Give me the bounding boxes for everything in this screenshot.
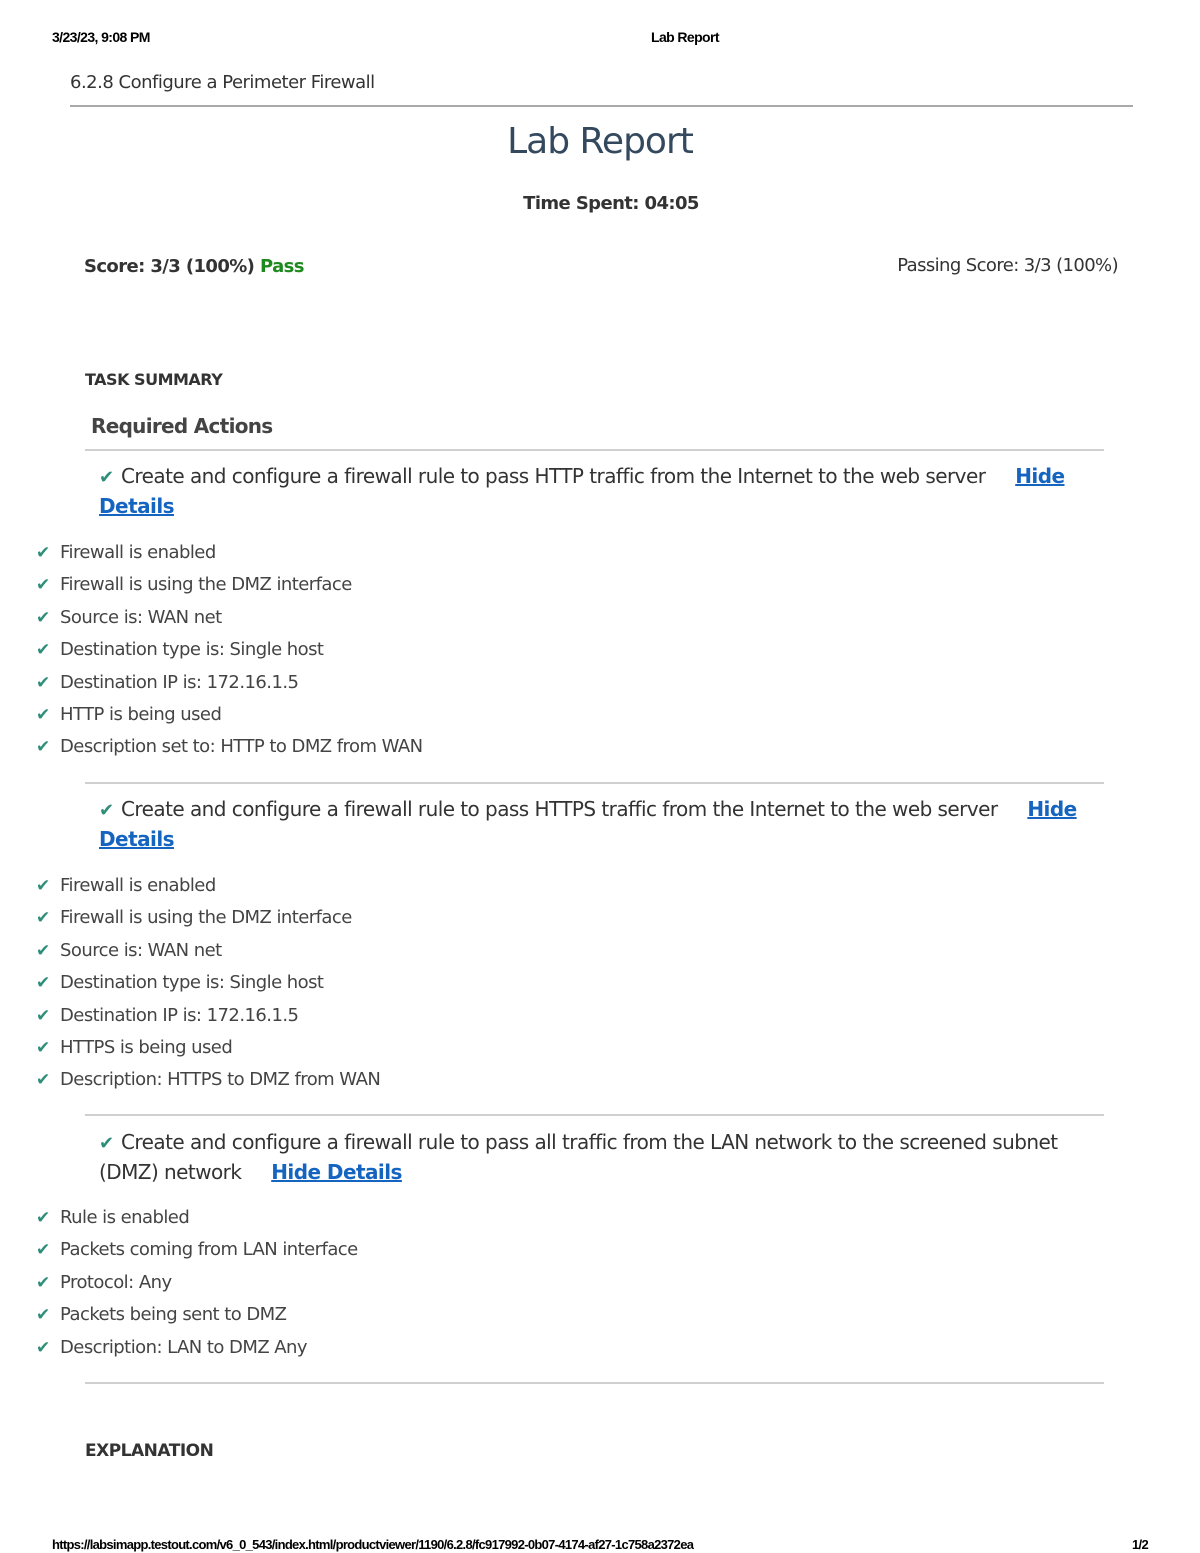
check-icon: ✔ xyxy=(36,737,50,758)
check-icon: ✔ xyxy=(36,1005,50,1026)
check-icon: ✔ xyxy=(36,1070,50,1091)
task-header xyxy=(99,795,1101,853)
detail-item: ✔ Rule is enabled xyxy=(36,1202,358,1234)
task-title: Create and configure a firewall rule to pass HTTP traffic from the Internet to the web server xyxy=(121,464,986,488)
hide-details-link[interactable]: Hide Details xyxy=(99,464,1065,518)
check-icon: ✔ xyxy=(36,908,50,929)
check-icon: ✔ xyxy=(36,640,50,661)
task-details-list xyxy=(36,870,380,1097)
score-value: Score: 3/3 (100%) xyxy=(84,256,255,277)
task-header xyxy=(99,1128,1094,1186)
task-divider xyxy=(85,1114,1104,1116)
score-result-badge: Pass xyxy=(259,256,304,277)
check-icon: ✔ xyxy=(36,1337,50,1358)
check-icon: ✔ xyxy=(36,672,50,693)
explanation-label: EXPLANATION xyxy=(85,1441,214,1461)
page-url: https://labsimapp.testout.com/v6_0_543/index.html/productviewer/1190/6.2.8/fc917992-0b07-4174-af27-1c758a2372ea xyxy=(52,1537,694,1552)
page-number: 1/2 xyxy=(1132,1537,1148,1552)
check-icon: ✔ xyxy=(36,1037,50,1058)
detail-item: ✔ HTTPS is being used xyxy=(36,1032,380,1064)
detail-item: ✔ Packets being sent to DMZ xyxy=(36,1299,358,1331)
lab-name: 6.2.8 Configure a Perimeter Firewall xyxy=(70,72,375,93)
hide-details-link[interactable]: Hide Details xyxy=(99,797,1077,851)
header-divider xyxy=(70,105,1133,107)
print-datetime: 3/23/23, 9:08 PM xyxy=(52,29,150,45)
check-icon: ✔ xyxy=(36,940,50,961)
detail-item: ✔ Source is: WAN net xyxy=(36,602,423,634)
check-icon: ✔ xyxy=(99,1133,114,1154)
print-header xyxy=(0,29,1200,47)
check-icon: ✔ xyxy=(99,800,114,821)
hide-details-link[interactable]: Hide Details xyxy=(271,1160,402,1184)
check-icon: ✔ xyxy=(36,1208,50,1228)
check-icon: ✔ xyxy=(36,704,50,725)
detail-item: ✔ Firewall is enabled xyxy=(36,537,423,569)
check-icon: ✔ xyxy=(36,1272,50,1293)
check-icon: ✔ xyxy=(36,607,50,628)
task-item xyxy=(99,795,1101,853)
detail-item: ✔ Description: LAN to DMZ Any xyxy=(36,1332,358,1364)
detail-item: ✔ Destination type is: Single host xyxy=(36,967,380,999)
print-page-title: Lab Report xyxy=(651,29,719,45)
task-item xyxy=(99,462,1089,520)
detail-item: ✔ HTTP is being used xyxy=(36,699,423,731)
detail-item: ✔ Description: HTTPS to DMZ from WAN xyxy=(36,1064,380,1096)
task-details-list xyxy=(36,1202,358,1364)
detail-item: ✔ Packets coming from LAN interface xyxy=(36,1234,358,1266)
task-title: Create and configure a firewall rule to pass HTTPS traffic from the Internet to the web server xyxy=(121,797,998,821)
task-header xyxy=(99,462,1089,520)
check-icon: ✔ xyxy=(36,543,50,563)
task-divider xyxy=(85,782,1104,784)
report-title: Lab Report xyxy=(507,121,693,162)
task-details-list xyxy=(36,537,423,764)
detail-item: ✔ Firewall is using the DMZ interface xyxy=(36,902,380,934)
time-spent: Time Spent: 04:05 xyxy=(523,193,699,214)
check-icon: ✔ xyxy=(99,467,114,488)
detail-item: ✔ Protocol: Any xyxy=(36,1267,358,1299)
detail-item: ✔ Description set to: HTTP to DMZ from WAN xyxy=(36,731,423,763)
detail-item: ✔ Destination IP is: 172.16.1.5 xyxy=(36,1000,380,1032)
check-icon: ✔ xyxy=(36,973,50,994)
check-icon: ✔ xyxy=(36,1240,50,1261)
check-icon: ✔ xyxy=(36,876,50,896)
section-divider xyxy=(85,449,1104,451)
score xyxy=(84,256,304,277)
detail-item: ✔ Destination IP is: 172.16.1.5 xyxy=(36,667,423,699)
task-item xyxy=(99,1128,1094,1186)
detail-item: ✔ Firewall is enabled xyxy=(36,870,380,902)
task-title: Create and configure a firewall rule to pass all traffic from the LAN network to the screened subnet (DMZ) network xyxy=(99,1130,1058,1184)
check-icon: ✔ xyxy=(36,1305,50,1326)
task-summary-label: TASK SUMMARY xyxy=(85,370,223,389)
passing-score: Passing Score: 3/3 (100%) xyxy=(897,255,1118,276)
detail-item: ✔ Firewall is using the DMZ interface xyxy=(36,569,423,601)
detail-item: ✔ Destination type is: Single host xyxy=(36,634,423,666)
task-divider xyxy=(85,1382,1104,1384)
detail-item: ✔ Source is: WAN net xyxy=(36,935,380,967)
check-icon: ✔ xyxy=(36,575,50,596)
required-actions-heading: Required Actions xyxy=(91,414,273,438)
